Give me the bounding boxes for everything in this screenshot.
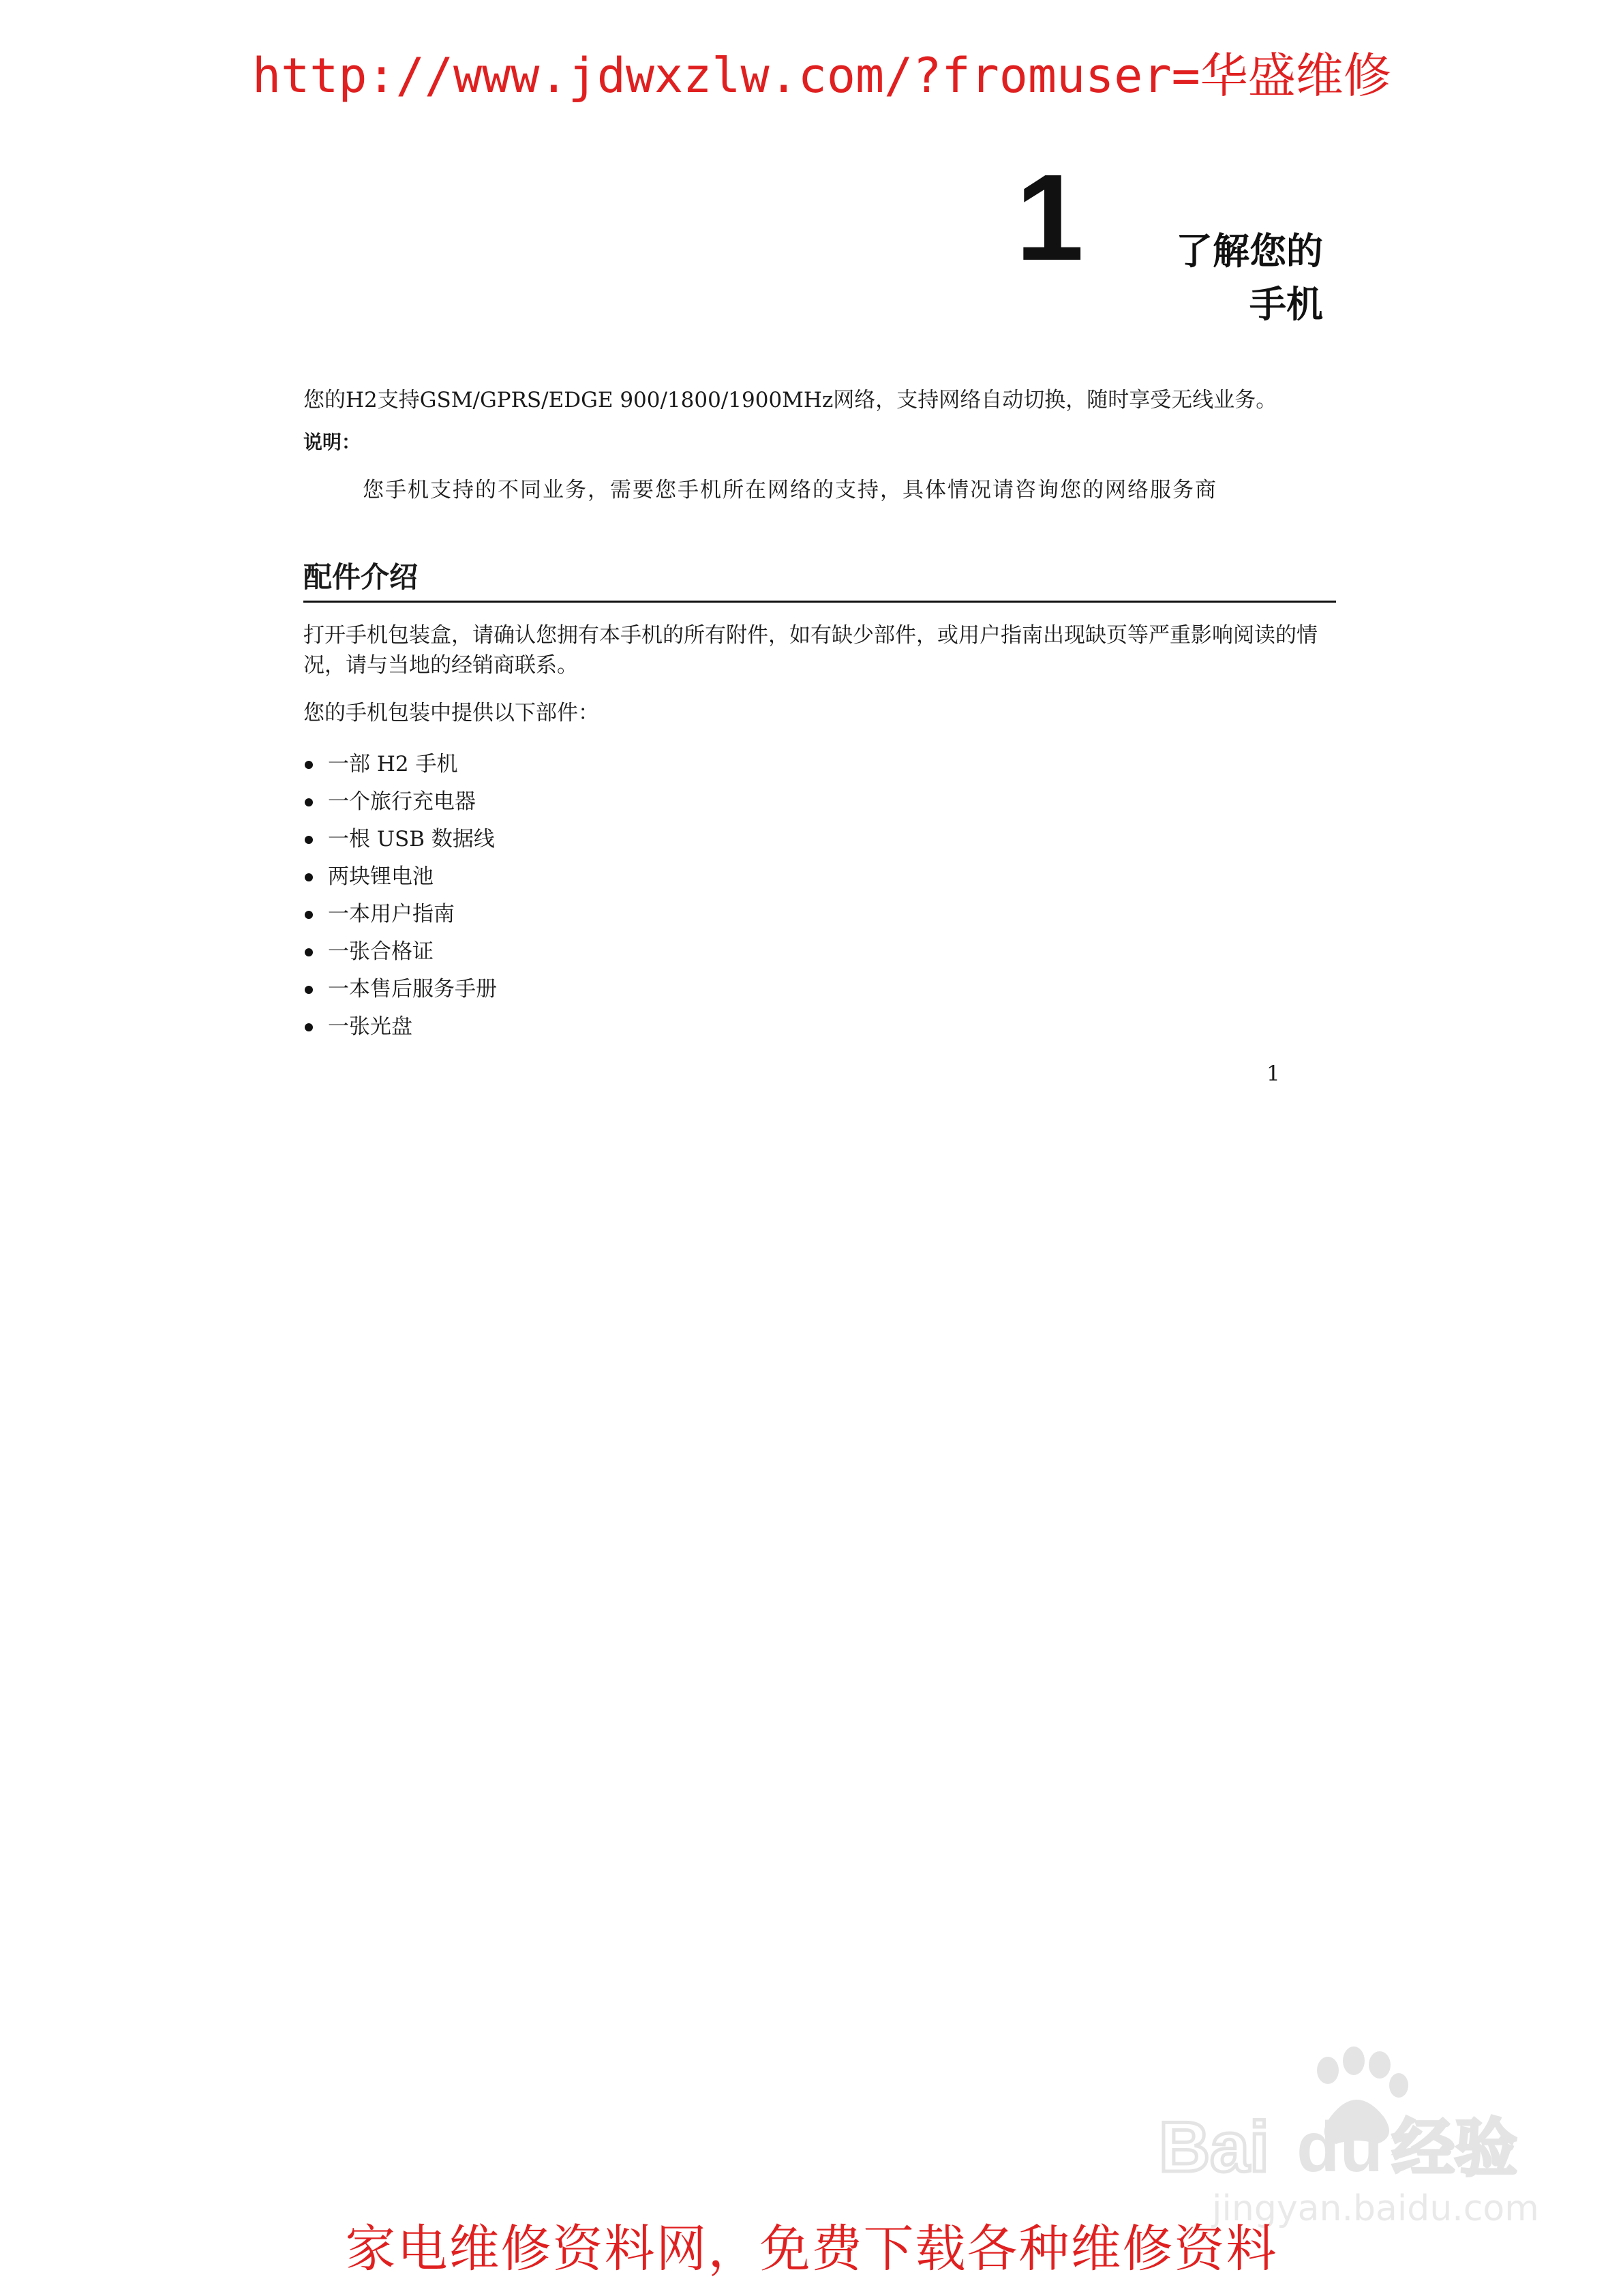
list-item-text: 一本用户指南 xyxy=(328,902,455,926)
list-item-text: 一张光盘 xyxy=(328,1014,412,1039)
bullet-icon xyxy=(305,986,313,994)
list-item-text: 一本售后服务手册 xyxy=(328,977,497,1001)
watermark-brand: Bai xyxy=(1159,2108,1269,2187)
list-item xyxy=(303,1008,1336,1046)
bullet-icon xyxy=(305,836,313,844)
list-item xyxy=(303,821,1336,858)
bullet-icon xyxy=(305,1023,313,1031)
chapter-title-line1: 了解您的 xyxy=(1176,230,1323,273)
bullet-icon xyxy=(305,911,313,919)
header-link[interactable]: http://www.jdwxzlw.com/?fromuser=华盛维修 xyxy=(252,48,1391,104)
watermark-brand-du: du xyxy=(1296,2108,1384,2187)
accessory-list xyxy=(303,746,1336,1046)
page-number: 1 xyxy=(1266,1061,1280,1086)
bullet-icon xyxy=(305,873,313,881)
section-paragraph-1: 打开手机包装盒，请确认您拥有本手机的所有附件，如有缺少部件，或用户指南出现缺页等严重影响阅读的情况，请与当地的经销商联系。 xyxy=(303,623,1318,678)
list-item-text: 两块锂电池 xyxy=(328,864,434,889)
bullet-icon xyxy=(305,761,313,769)
watermark-jingyan: 经验 xyxy=(1392,2112,1518,2185)
bullet-icon xyxy=(305,948,313,956)
list-item xyxy=(303,896,1336,933)
footer-banner: 家电维修资料网，免费下载各种维修资料 xyxy=(345,2220,1278,2278)
list-item-text: 一个旅行充电器 xyxy=(328,789,476,814)
list-item xyxy=(303,933,1336,971)
page-content xyxy=(303,385,1336,1046)
list-item xyxy=(303,971,1336,1008)
note-text: 您手机支持的不同业务，需要您手机所在网络的支持，具体情况请咨询您的网络服务商 xyxy=(363,478,1217,502)
list-item-text: 一张合格证 xyxy=(328,939,434,964)
list-item xyxy=(303,783,1336,821)
section-paragraph-2: 您的手机包装中提供以下部件： xyxy=(303,701,599,725)
watermark-url: jingyan.baidu.com xyxy=(1212,2188,1539,2229)
list-item-text: 一根 USB 数据线 xyxy=(328,827,495,851)
list-item xyxy=(303,746,1336,783)
intro-paragraph: 您的H2支持GSM/GPRS/EDGE 900/1800/1900MHz网络，支持网络自动切换，随时享受无线业务。 xyxy=(303,388,1277,412)
list-item xyxy=(303,858,1336,896)
list-item-text: 一部 H2 手机 xyxy=(328,752,458,776)
chapter-number: 1 xyxy=(1016,149,1084,286)
note-label: 说明： xyxy=(303,431,361,453)
section-heading: 配件介绍 xyxy=(303,558,1336,603)
chapter-title xyxy=(982,225,1323,331)
bullet-icon xyxy=(305,798,313,806)
chapter-title-line2: 手机 xyxy=(1249,283,1323,326)
